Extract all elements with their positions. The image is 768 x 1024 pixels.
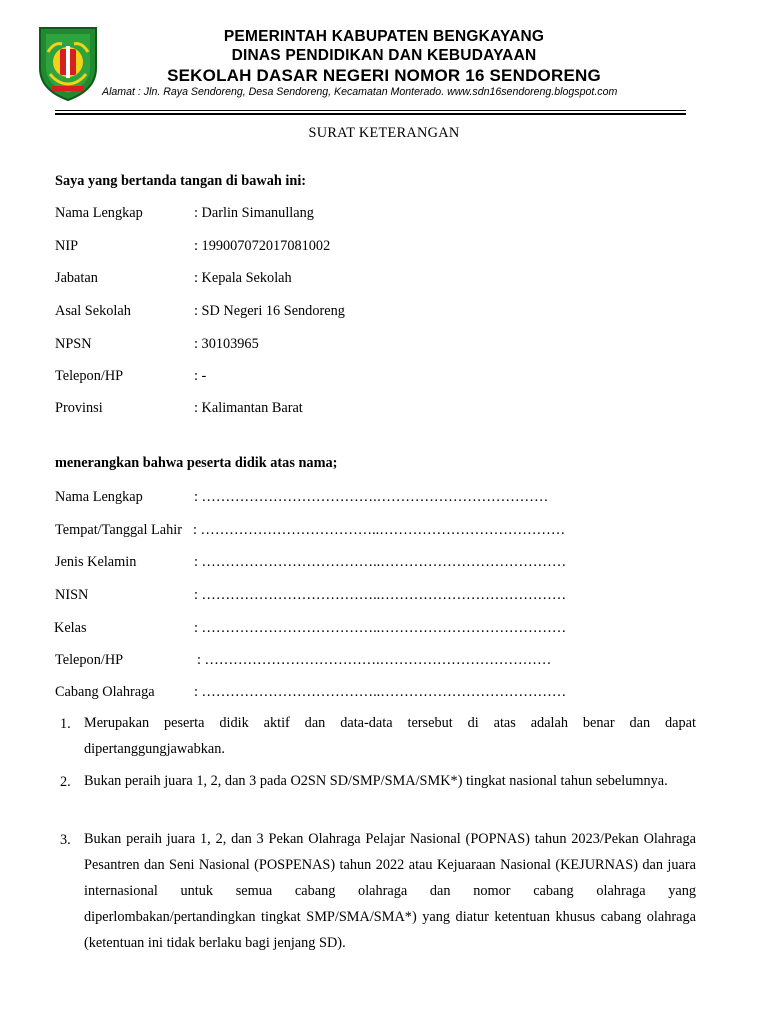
signer-label: Asal Sekolah	[55, 303, 131, 319]
signer-label: Telepon/HP	[55, 368, 124, 384]
student-blank: : ………………………………..…………………………………	[194, 620, 567, 636]
signer-label: Nama Lengkap	[55, 205, 143, 221]
letterhead-department: DINAS PENDIDIKAN DAN KEBUDAYAAN	[231, 47, 537, 64]
signer-value: : Kepala Sekolah	[194, 270, 292, 286]
intro-text: Saya yang bertanda tangan di bawah ini:	[55, 173, 307, 189]
document-title: SURAT KETERANGAN	[308, 125, 460, 141]
signer-label: NPSN	[55, 336, 92, 352]
signer-value: : Kalimantan Barat	[194, 400, 303, 416]
student-blank: : ………………………………..…………………………………	[194, 587, 567, 603]
signer-value: : 199007072017081002	[194, 238, 331, 254]
student-label: Kelas	[54, 620, 87, 636]
statement-number: 1.	[60, 716, 71, 732]
student-label: Tempat/Tanggal Lahir	[55, 522, 183, 538]
student-label: NISN	[55, 587, 89, 603]
student-label: Nama Lengkap	[55, 489, 143, 505]
student-label: Jenis Kelamin	[55, 554, 137, 570]
signer-value: : 30103965	[194, 336, 259, 352]
signer-value: : -	[194, 368, 207, 384]
signer-label: Provinsi	[55, 400, 103, 416]
statement-number: 3.	[60, 832, 71, 848]
signer-value: : SD Negeri 16 Sendoreng	[194, 303, 345, 319]
student-intro-text: menerangkan bahwa peserta didik atas nama;	[55, 455, 338, 471]
statement-text: Bukan peraih juara 1, 2, dan 3 Pekan Olahraga Pelajar Nasional (POPNAS) tahun 2023/Pekan Olahraga Pesantren dan Seni Nasional (POSPENAS) tahun 2022 atau Kejuaraan Nasional (KEJURNAS) dan juara internasional untuk semua cabang olahraga dan nomor cabang olahraga yang diperlombakan/pertandingkan tingkat SMP/SMA/SMA*) yang diatur ketentuan khusus cabang olahraga (ketentuan ini tidak berlaku bagi jenjang SD).	[84, 831, 696, 951]
letterhead-school-name: SEKOLAH DASAR NEGERI NOMOR 16 SENDORENG	[167, 66, 601, 85]
statement-text: Bukan peraih juara 1, 2, dan 3 pada O2SN SD/SMP/SMA/SMK*) tingkat nasional tahun sebelumnya.	[84, 773, 668, 789]
student-label: Telepon/HP	[55, 652, 124, 668]
signer-label: NIP	[55, 238, 79, 254]
signer-label: Jabatan	[55, 270, 98, 286]
student-blank: : ……………………………….………………………………	[194, 489, 549, 505]
signer-value: : Darlin Simanullang	[194, 205, 314, 221]
student-label: Cabang Olahraga	[55, 684, 155, 700]
student-blank: : ………………………………..…………………………………	[193, 522, 566, 538]
letterhead-divider-thick	[55, 113, 686, 115]
student-blank: : ………………………………..…………………………………	[194, 684, 567, 700]
regency-logo	[34, 22, 102, 102]
student-blank: : ………………………………..…………………………………	[194, 554, 567, 570]
statement-text: Merupakan peserta didik aktif dan data-data tersebut di atas adalah benar dan dapat dipertanggungjawabkan.	[84, 715, 696, 757]
student-blank: : ……………………………….………………………………	[197, 652, 552, 668]
letterhead-divider-thin	[55, 110, 686, 111]
letterhead-government: PEMERINTAH KABUPATEN BENGKAYANG	[223, 28, 545, 45]
statement-number: 2.	[60, 774, 71, 790]
letterhead-address: Alamat : Jln. Raya Sendoreng, Desa Sendoreng, Kecamatan Monterado. www.sdn16sendoreng.blogspot.com	[102, 86, 618, 98]
